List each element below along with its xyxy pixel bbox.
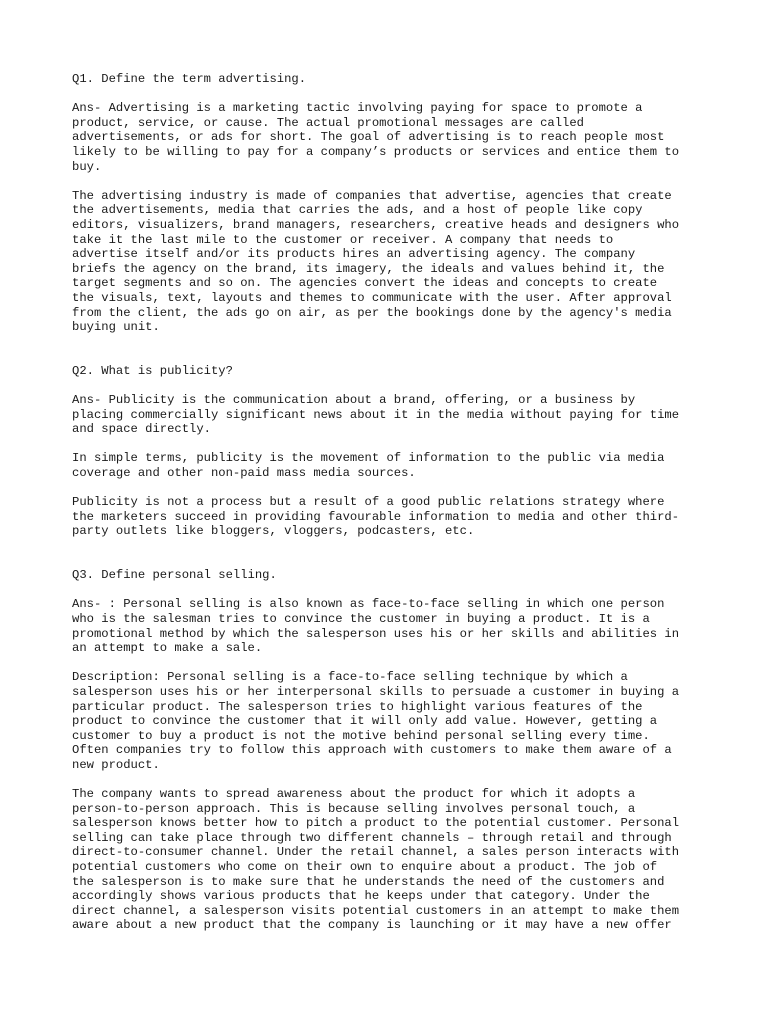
answer-3-paragraph-3: The company wants to spread awareness about the product for which it adopts a person-to-person approach. This is because selling involves personal touch, a salesperson knows better how to pitch a product to the potential customer. Personal selling can take place through two different channels – through retail and through direct-to-consumer channel. Under the retail channel, a sales person interacts with potential customers who come on their own to enquire about a product. The job of the salesperson is to make sure that he understands the need of the customers and accordingly shows various products that he keeps under that category. Under the direct channel, a salesperson visits potential customers in an attempt to make them aware about a new product that the company is launching or it may have a new offer <box>72 787 680 933</box>
answer-1-paragraph-2: The advertising industry is made of companies that advertise, agencies that create the advertisements, media that carries the ads, and a host of people like copy editors, visualizers, brand managers, researchers, creative heads and designers who take it the last mile to the customer or receiver. A company that needs to advertise itself and/or its products hires an advertising agency. The company briefs the agency on the brand, its imagery, the ideals and values behind it, the target segments and so on. The agencies convert the ideas and concepts to create the visuals, text, layouts and themes to communicate with the user. After approval from the client, the ads go on air, as per the bookings done by the agency's media buying unit. <box>72 188 680 335</box>
question-1-heading: Q1. Define the term advertising. <box>72 72 307 86</box>
answer-1-paragraph-1: Ans- Advertising is a marketing tactic involving paying for space to promote a product, service, or cause. The actual promotional messages are called advertisements, or ads for short. The goal of advertising is to reach people most likely to be willing to pay for a company’s products or services and entice them to buy. <box>72 101 680 174</box>
answer-2-paragraph-3: Publicity is not a process but a result of a good public relations strategy where the marketers succeed in providing favourable information to media and other third- party outlets like bloggers, vloggers, podcasters, etc. <box>72 495 680 539</box>
answer-3-paragraph-1: Ans- : Personal selling is also known as face-to-face selling in which one person who is the salesman tries to convince the customer in buying a product. It is a promotional method by which the salesperson uses his or her skills and abilities in an attempt to make a sale. <box>72 597 680 656</box>
question-3-heading: Q3. Define personal selling. <box>72 568 277 583</box>
document-page <box>72 72 702 933</box>
question-2-heading: Q2. What is publicity? <box>72 363 233 378</box>
answer-3-paragraph-2: Description: Personal selling is a face-to-face selling technique by which a salesperson uses his or her interpersonal skills to persuade a customer in buying a particular product. The salesperson tries to highlight various features of the product to convince the customer that it will only add value. However, getting a customer to buy a product is not the motive behind personal selling every time. Often companies try to follow this approach with customers to make them aware of a new product. <box>72 670 680 772</box>
answer-2-paragraph-1: Ans- Publicity is the communication about a brand, offering, or a business by placing commercially significant news about it in the media without paying for time and space directly. <box>72 393 680 437</box>
answer-2-paragraph-2: In simple terms, publicity is the movement of information to the public via media coverage and other non-paid mass media sources. <box>72 451 665 481</box>
